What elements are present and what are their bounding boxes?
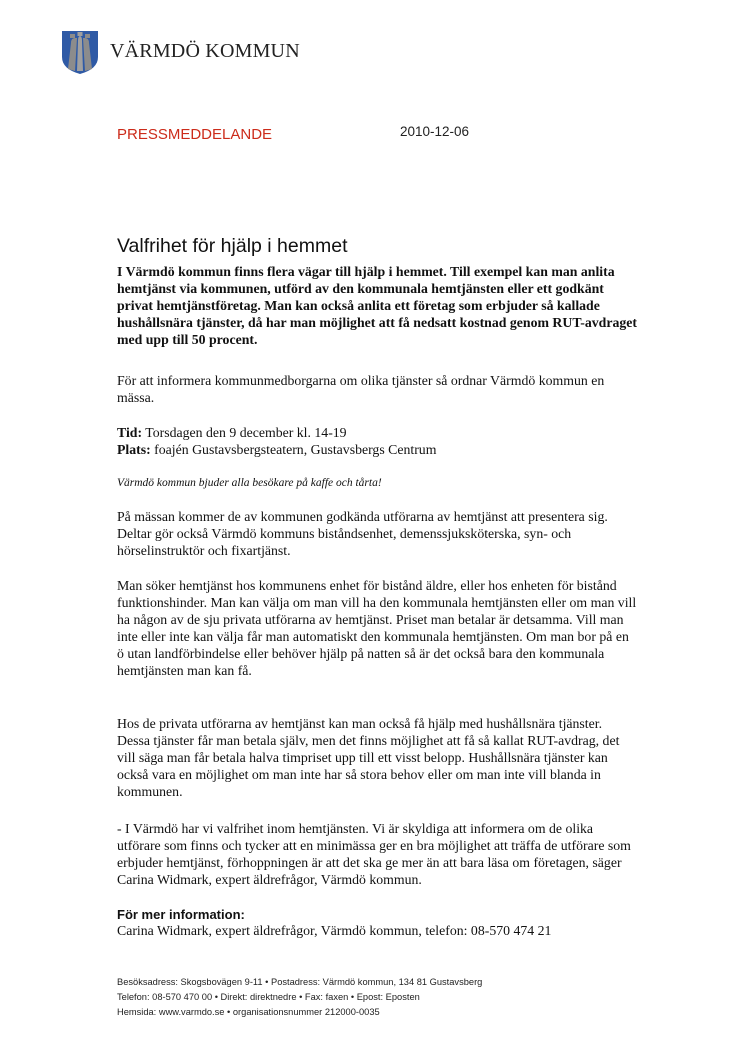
varmdo-coat-of-arms-icon (60, 29, 100, 75)
event-place-value: foajén Gustavsbergsteatern, Gustavsbergs Centrum (150, 442, 437, 457)
private-providers-paragraph: Hos de privata utförarna av hemtjänst kan man också få hjälp med hushållsnära tjänster. Dessa tjänster får man betala själv, men det finns möjlighet att få så kallat RUT-avdrag, det vill säga man får betala halva timpriset upp till ett visst belopp. Hushållsnära tjänster kan också vara en möjlighet om man inte har så stora behov eller om man inte vill blanda in kommunen. (117, 716, 620, 799)
quote-paragraph: - I Värmdö har vi valfrihet inom hemtjänsten. Vi är skyldiga att informera om de olika utförare som finns och tycker att en minimässa ger en bra möjlighet att träffa de utförare som erbjuder hemtjänst, förhoppningen är att det ska ge mer än att bara läsa om företagen, säger Carina Widmark, expert äldrefrågor, Värmdö kommun. (117, 821, 631, 887)
event-time-value: Torsdagen den 9 december kl. 14-19 (142, 425, 347, 440)
info-paragraph: För att informera kommunmedborgarna om olika tjänster så ordnar Värmdö kommun en mässa. (117, 373, 605, 405)
footer-address: Besöksadress: Skogsbovägen 9-11 • Postadress: Värmdö kommun, 134 81 Gustavsberg (117, 977, 483, 987)
event-time-label: Tid: (117, 425, 143, 440)
more-info-heading: För mer information: (117, 907, 245, 922)
footer-website: Hemsida: www.varmdo.se • organisationsnummer 212000-0035 (117, 1007, 380, 1017)
apply-paragraph: Man söker hemtjänst hos kommunens enhet för bistånd äldre, eller hos enheten för bistånd funktionshinder. Man kan välja om man vill ha den kommunala hemtjänsten eller om man vill ha någon av de sju privata utförarna av hemtjänst. Priset man betalar är detsamma. Vill man inte eller inte kan välja får man automatiskt den kommunala hemtjänsten. Om man bor på en ö utan landförbindelse eller behöver hjälp på natten så är det också bara den kommunala hemtjänsten man kan få. (117, 578, 637, 678)
invitation-note: Värmdö kommun bjuder alla besökare på kaffe och tårta! (117, 477, 382, 489)
lead-paragraph: I Värmdö kommun finns flera vägar till hjälp i hemmet. Till exempel kan man anlita hemtjänst via kommunen, utförd av den kommunala hemtjänsten eller ett godkänt privat hemtjänstföretag. Man kan också anlita ett företag som erbjuder så kallade hushållsnära tjänster, då har man möjlighet att få nedsatt kostnad genom RUT-avdraget med upp till 50 procent. (117, 264, 637, 347)
contact-line: Carina Widmark, expert äldrefrågor, Värmdö kommun, telefon: 08-570 474 21 (117, 923, 552, 938)
page-title: Valfrihet för hjälp i hemmet (117, 235, 348, 257)
footer-phone: Telefon: 08-570 470 00 • Direkt: direktnedre • Fax: faxen • Epost: Eposten (117, 992, 420, 1002)
organization-name: VÄRMDÖ KOMMUN (110, 40, 300, 62)
press-release-date: 2010-12-06 (400, 124, 470, 139)
press-release-label: PRESSMEDDELANDE (117, 126, 273, 143)
event-place (117, 441, 637, 458)
event-time (117, 424, 637, 441)
fair-paragraph: På mässan kommer de av kommunen godkända utförarna av hemtjänst att presentera sig. Deltar gör också Värmdö kommuns biståndsenhet, demenssjuksköterska, syn- och hörselinstruktör och fixartjänst. (117, 509, 608, 558)
event-place-label: Plats: (117, 442, 151, 457)
